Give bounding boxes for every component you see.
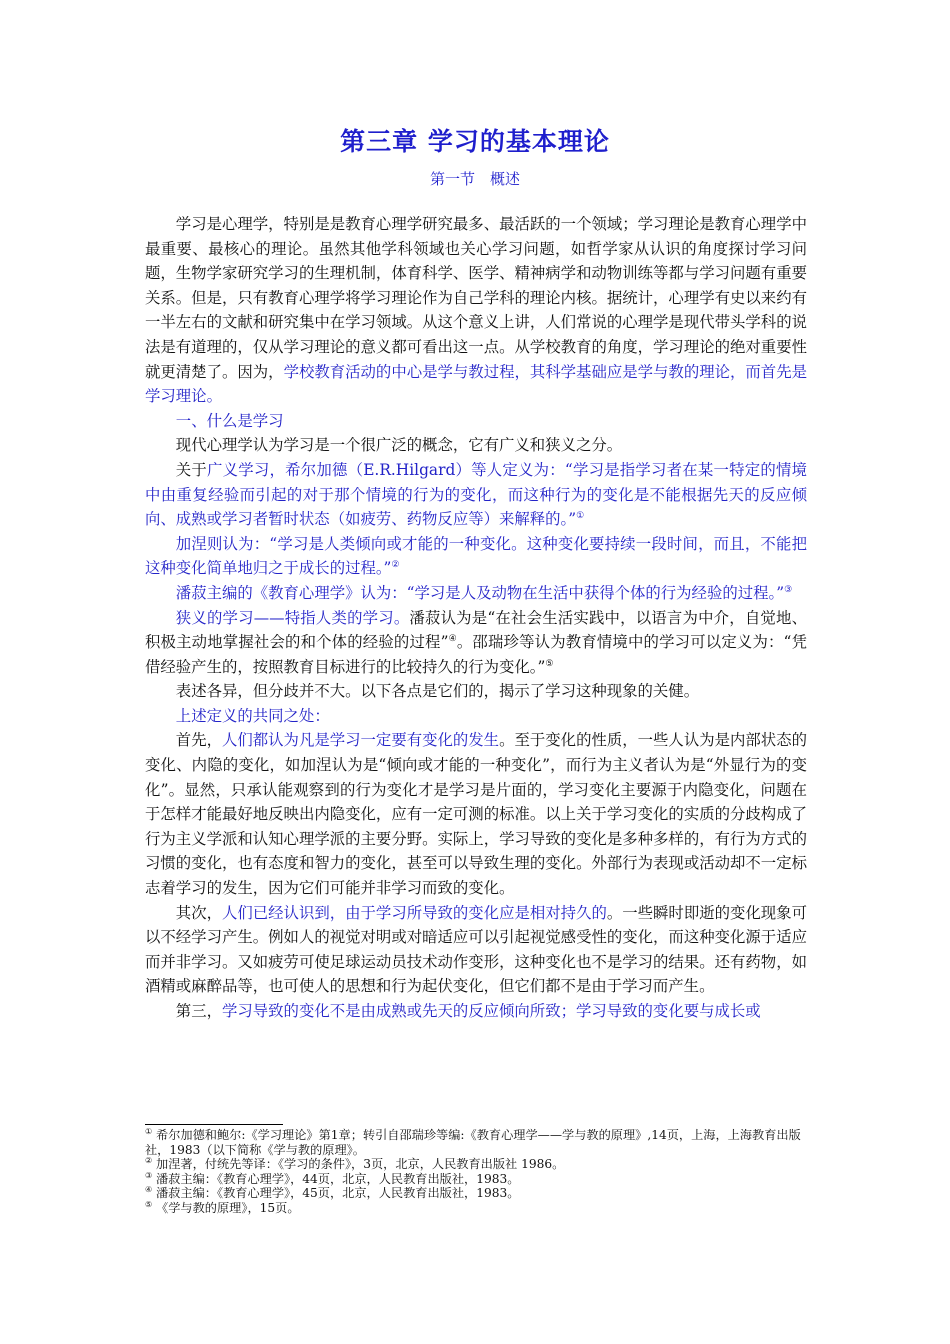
heading-common-points: 上述定义的共同之处： [175, 706, 330, 725]
highlight-text: 学习导致的变化不是由成熟或先天的反应倾向所致；学习导致的变化要与成长或 [221, 1002, 761, 1020]
footnote-mark: ① [145, 1126, 153, 1136]
highlight-text: 人们都认为凡是学习一定要有变化的发生 [221, 731, 500, 750]
paragraph-third-point: 第三，学习导致的变化不是由成熟或先天的反应倾向所致；学习导致的变化要与成长或 [175, 1002, 761, 1020]
footnote-ref[interactable]: ④ [448, 633, 457, 644]
footnote-item: ③ 潘菽主编：《教育心理学》，44页，北京，人民教育出版社，1983。 [145, 1170, 520, 1186]
heading-what-is-learning: 一、什么是学习 [175, 411, 284, 430]
footnote-ref[interactable]: ③ [784, 584, 793, 595]
paragraph-pan-shu: 潘菽主编的《教育心理学》认为：“学习是人及动物在生活中获得个体的行为经验的过程。”③ [175, 583, 793, 602]
document-body [145, 212, 807, 1024]
footnote-item: ④ 潘菽主编：《教育心理学》，45页，北京，人民教育出版社，1983。 [145, 1185, 520, 1201]
footnote-item: ⑤ 《学与教的原理》，15页。 [145, 1199, 300, 1215]
paragraph-narrow-learning: 狭义的学习——特指人类的学习。潘菽认为是“在社会生活实践中，以语言为中介，自觉地、积极主动地掌握社会的和个体的经验的过程”④。邵瑞珍等认为教育情境中的学习可以定义为：“凭借经验产生的，按照教育目标进行的比较持久的行为变化。”⑤ [145, 608, 807, 676]
footnote-ref[interactable]: ① [576, 511, 585, 521]
footnote-mark: ④ [145, 1185, 153, 1195]
highlight-text: 广义学习，希尔加德（E.R.Hilgard）等人定义为：“学习是指学习者在某一特定的情境中由重复经验而引起的对于那个情境的行为的变化，而这种行为的变化是不能根据先天的反应倾向、成熟或学习者暂时状态（如疲劳、药物反应等）来解释的。” [145, 460, 807, 529]
paragraph-summary: 表述各异，但分歧并不大。以下各点是它们的，揭示了学习这种现象的关健。 [175, 682, 700, 701]
footnote-ref[interactable]: ⑤ [545, 658, 554, 669]
section-title: 第一节 概述 [429, 170, 520, 188]
paragraph-gagne: 加涅则认为：“学习是人类倾向或才能的一种变化。这种变化要持续一段时间，而且，不能把这种变化简单地归之于成长的过程。”② [145, 534, 807, 578]
footnote-mark: ③ [145, 1170, 153, 1180]
paragraph-second-point: 其次，人们已经认识到，由于学习所导致的变化应是相对持久的。一些瞬时即逝的变化现象可以不经学习产生。例如人的视觉对明或对暗适应可以引起视觉感受性的变化，而这种变化源于适应而并非学习。又如疲劳可使足球运动员技术动作变形，这种变化也不是学习的结果。还有药物，如酒精或麻醉品等，也可使人的思想和行为起伏变化，但它们都不是由于学习而产生。 [145, 903, 807, 996]
footnotes [145, 1128, 807, 1216]
paragraph-modern-view: 现代心理学认为学习是一个很广泛的概念，它有广义和狭义之分。 [175, 436, 623, 455]
footnote-item: ② 加涅著，付统先等译：《学习的条件》，3页，北京，人民教育出版社 1986。 [145, 1156, 565, 1172]
footnote-mark: ② [145, 1156, 153, 1166]
paragraph-first-point: 首先，人们都认为凡是学习一定要有变化的发生。至于变化的性质，一些人认为是内部状态的变化、内隐的变化，如加涅认为是“倾向或才能的一种变化”，而行为主义者认为是“外显行为的变化”。显然，只承认能观察到的行为变化才是学习是片面的，学习变化主要源于内隐变化，问题在于怎样才能最好地反映出内隐变化，应有一定可测的标准。以上关于学习变化的实质的分歧构成了行为主义学派和认知心理学派的主要分野。实际上，学习导致的变化是多种多样的，有行为方式的习惯的变化，也有态度和智力的变化，甚至可以导致生理的变化。外部行为表现或活动却不一定标志着学习的发生，因为它们可能并非学习而致的变化。 [145, 731, 807, 898]
footnote-divider [145, 1124, 283, 1125]
highlight-text: 人们已经认识到，由于学习所导致的变化应是相对持久的 [221, 903, 607, 922]
highlight-text: 狭义的学习——特指人类的学习。 [175, 608, 410, 627]
paragraph-broad-learning: 关于广义学习，希尔加德（E.R.Hilgard）等人定义为：“学习是指学习者在某一特定的情境中由重复经验而引起的对于那个情境的行为的变化，而这种行为的变化是不能根据先天的反应倾向、成熟或学习者暂时状态（如疲劳、药物反应等）来解释的。”① [145, 460, 807, 529]
paragraph-intro: 学习是心理学，特别是是教育心理学研究最多、最活跃的一个领域；学习理论是教育心理学中最重要、最核心的理论。虽然其他学科领域也关心学习问题，如哲学家从认识的角度探讨学习问题，生物学家研究学习的生理机制，体育科学、医学、精神病学和动物训练等都与学习问题有重要关系。但是，只有教育心理学将学习理论作为自己学科的理论内核。据统计，心理学有史以来约有一半左右的文献和研究集中在学习领域。从这个意义上讲，人们常说的心理学是现代带头学科的说法是有道理的，仅从学习理论的意义都可看出这一点。从学校教育的角度，学习理论的绝对重要性就更清楚了。因为，学校教育活动的中心是学与教过程，其科学基础应是学与教的理论，而首先是学习理论。 [145, 215, 807, 406]
highlight-text: 学校教育活动的中心是学与教过程，其科学基础应是学与教的理论，而首先是学习理论。 [145, 362, 807, 406]
footnote-mark: ⑤ [145, 1199, 153, 1209]
footnote-item: ① 希尔加德和鲍尔:《学习理论》第1章；转引自邵瑞珍等编:《教育心理学——学与教的原理》,14页，上海，上海教育出版社，1983（以下简称《学与教的原理》。 [145, 1126, 801, 1157]
footnote-ref[interactable]: ② [391, 560, 400, 571]
chapter-title: 第三章 学习的基本理论 [340, 127, 610, 156]
